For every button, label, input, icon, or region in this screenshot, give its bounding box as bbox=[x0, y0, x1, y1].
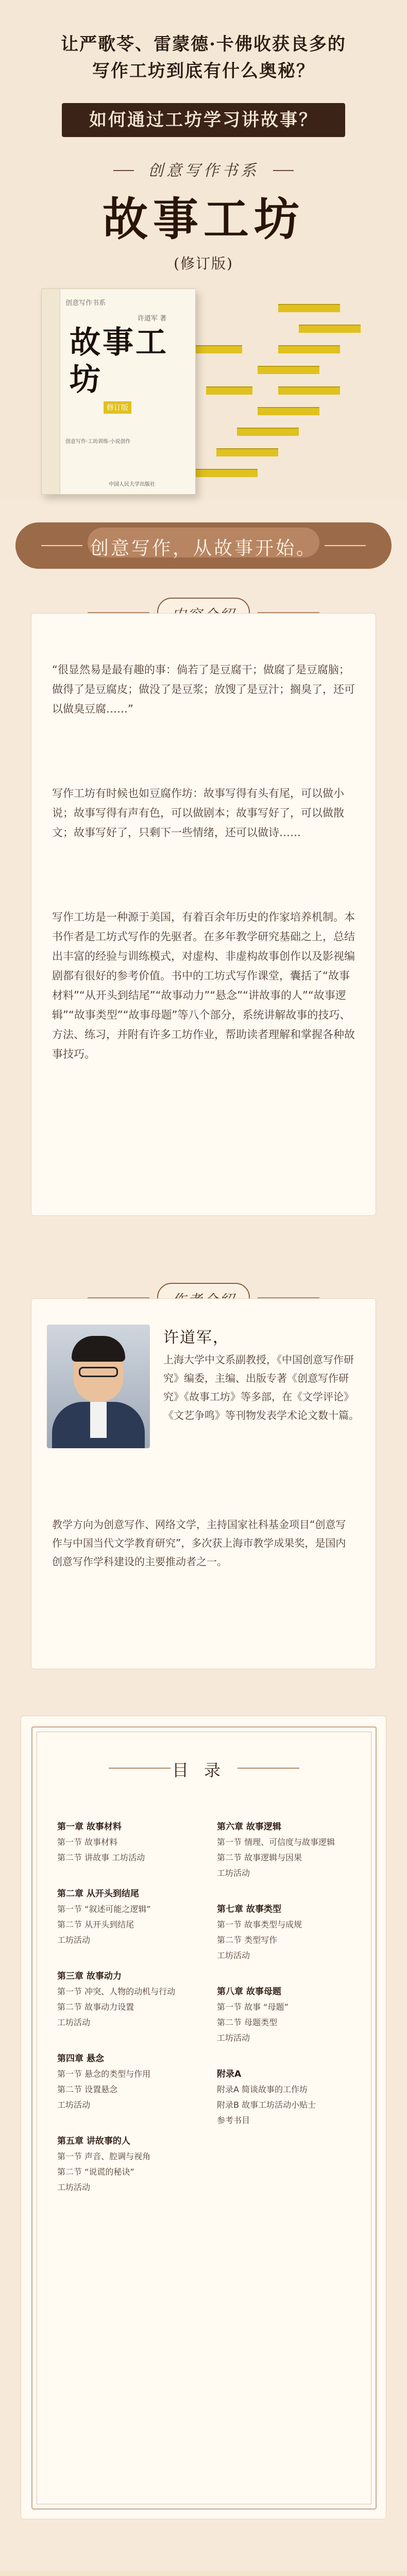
book-cover-illustration bbox=[21, 289, 381, 495]
cover-edition-tag: 修订版 bbox=[104, 401, 131, 414]
slogan-text: 创意写作，从故事开始。 bbox=[90, 538, 317, 559]
toc-section: 第一节 故事 “母题” bbox=[217, 2002, 289, 2012]
toc-section: 第二节 故事逻辑与因果 bbox=[217, 1853, 302, 1862]
toc-section: 工坊活动 bbox=[57, 2182, 91, 2192]
book-cover bbox=[41, 289, 196, 495]
toc-right-column bbox=[217, 1819, 371, 2149]
toc-section: 第二节 “说谎的秘诀” bbox=[57, 2167, 134, 2177]
toc-section: 第二节 从开头到结尾 bbox=[57, 1920, 134, 1929]
headline-line-1: 让严歌苓、雷蒙德·卡佛收获良多的 bbox=[61, 34, 346, 55]
toc-section: 第一节 “叙述可能之逻辑” bbox=[57, 1904, 151, 1914]
author-name: 许道军， bbox=[163, 1329, 229, 1347]
toc-chapter: 第七章 故事类型 bbox=[217, 1904, 281, 1914]
toc-section: 工坊活动 bbox=[217, 2033, 250, 2043]
toc-chapter: 第四章 悬念 bbox=[57, 2054, 104, 2064]
edition-label: (修订版) bbox=[174, 255, 233, 272]
toc-section: 第一节 故事材料 bbox=[57, 1837, 118, 1847]
author-photo bbox=[47, 1325, 150, 1448]
intro-box bbox=[31, 613, 376, 1216]
toc-section: 工坊活动 bbox=[57, 2100, 91, 2110]
cover-title: 故事工坊 bbox=[70, 325, 168, 398]
cover-publisher: 中国人民大学出版社 bbox=[109, 482, 155, 487]
toc-chapter: 第五章 讲故事的人 bbox=[57, 2136, 130, 2146]
toc-section: 参考书目 bbox=[217, 2115, 250, 2125]
book-spine bbox=[42, 289, 60, 494]
toc-chapter: 第八章 故事母题 bbox=[217, 1987, 281, 1997]
toc-section: 工坊活动 bbox=[217, 1868, 250, 1878]
cover-author: 许道军 著 bbox=[138, 315, 167, 323]
series-text: 创意写作书系 bbox=[148, 162, 259, 180]
toc-chapter: 第一章 故事材料 bbox=[57, 1822, 122, 1832]
intro-paragraph-3: 写作工坊是一种源于美国，有着百余年历史的作家培养机制。本书作者是工坊式写作的先驱者。在多年教学研究基础之上，总结出丰富的经验与训练模式，对虚构、非虚构故事创作以及影视编剧都有很好的参考价值。书中的工坊式写作课堂，囊括了“故事材料”“从开头到结尾”“故事动力”“悬念”“讲故事的人”“故事逻辑”“故事类型”“故事母题”等八个部分，系统讲解故事的技巧、方法、练习，并附有许多工坊作业，帮助读者理解和掌握各种故事技巧。 bbox=[52, 911, 355, 1060]
divider bbox=[113, 170, 134, 171]
toc-section: 工坊活动 bbox=[57, 1935, 91, 1945]
cover-series: 创意写作书系 bbox=[65, 299, 106, 307]
hero-section bbox=[0, 0, 407, 500]
author-box bbox=[31, 1298, 376, 1669]
toc-section: 附录A 简谈故事的工作坊 bbox=[217, 2084, 308, 2094]
toc-section: 第一节 冲突、人物的动机与行动 bbox=[57, 1987, 176, 1996]
question-banner: 如何通过工坊学习讲故事？ bbox=[62, 103, 345, 137]
toc-section: 第二节 讲故事 工坊活动 bbox=[57, 1853, 145, 1862]
staircase-graphic bbox=[196, 294, 366, 489]
toc-title: 目录 bbox=[172, 1760, 236, 1780]
toc-left-column bbox=[57, 1819, 212, 2216]
cover-blurb: 创意写作·工坊训练·小说创作 bbox=[65, 439, 131, 445]
toc-box bbox=[21, 1716, 386, 2519]
author-bio-1: 上海大学中文系副教授，《中国创意写作研究》编委，主编、出版专著《创意写作研究》《故事工坊》等多部，在《文学评论》《文艺争鸣》等刊物发表学术论文数十篇。 bbox=[163, 1353, 359, 1421]
headline-line-2: 写作工坊到底有什么奥秘？ bbox=[92, 61, 315, 81]
toc-section: 第一节 声音、腔调与视角 bbox=[57, 2151, 151, 2161]
toc-section: 第一节 悬念的类型与作用 bbox=[57, 2069, 151, 2079]
toc-section: 第二节 类型写作 bbox=[217, 1935, 278, 1945]
toc-section: 第二节 故事动力设置 bbox=[57, 2002, 134, 2012]
intro-paragraph-2: 写作工坊有时候也如豆腐作坊：故事写得有头有尾，可以做小说；故事写得有声有色，可以做剧本；故事写好了，可以做散文；故事写好了，只剩下一些情绪，还可以做诗…… bbox=[52, 787, 344, 839]
divider bbox=[273, 170, 294, 171]
toc-section: 工坊活动 bbox=[57, 2018, 91, 2027]
toc-section: 第一节 情理、可信度与故事逻辑 bbox=[217, 1837, 335, 1847]
toc-chapter: 第二章 从开头到结尾 bbox=[57, 1889, 139, 1899]
author-bio-2: 教学方向为创意写作、网络文学，主持国家社科基金项目“创意写作与中国当代文学教育研究”，多次获上海市教学成果奖，是国内创意写作学科建设的主要推动者之一。 bbox=[52, 1518, 346, 1568]
toc-chapter: 第三章 故事动力 bbox=[57, 1971, 122, 1981]
series-label bbox=[113, 155, 294, 185]
toc-section: 附录B 故事工坊活动小贴士 bbox=[217, 2100, 316, 2110]
toc-section: 第一节 故事类型与成规 bbox=[217, 1920, 302, 1929]
toc-chapter: 第六章 故事逻辑 bbox=[217, 1822, 281, 1832]
promo-section bbox=[0, 2571, 407, 2576]
headline bbox=[31, 31, 376, 84]
toc-section: 第二节 母题类型 bbox=[217, 2018, 278, 2027]
intro-paragraph-1: “很显然易是最有趣的事：倘若了是豆腐干；做腐了是豆腐脑；做得了是豆腐皮；做没了是豆浆；放馊了是豆汁；搁臭了，还可以做臭豆腐……” bbox=[52, 664, 355, 715]
divider bbox=[238, 1768, 299, 1769]
toc-chapter: 附录A bbox=[217, 2069, 242, 2079]
book-title: 故事工坊 bbox=[102, 192, 304, 246]
toc-section: 工坊活动 bbox=[217, 1951, 250, 1960]
toc-section: 第二节 设置悬念 bbox=[57, 2084, 118, 2094]
slogan-band bbox=[0, 515, 407, 577]
